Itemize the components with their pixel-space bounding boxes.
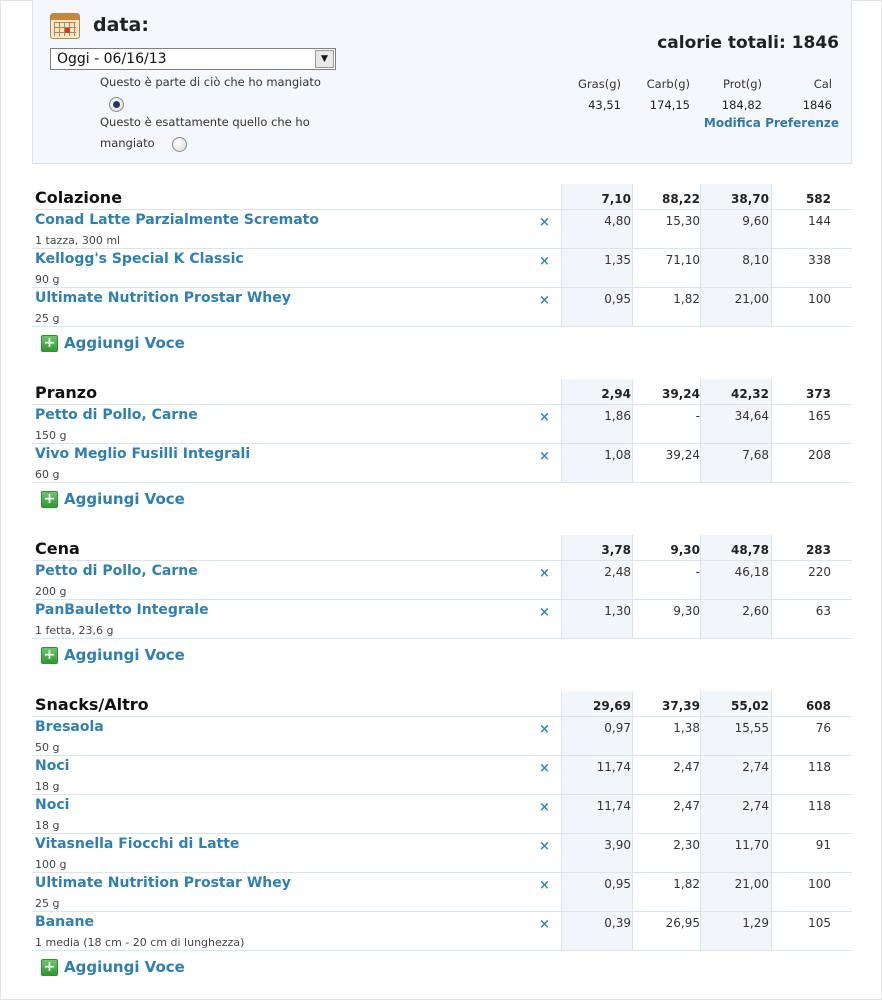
food-carb: 1,82 (673, 877, 700, 891)
food-cal: 76 (815, 721, 831, 735)
food-portion: 18 g (35, 819, 60, 832)
food-row (32, 561, 852, 600)
food-prot: 8,10 (742, 253, 769, 267)
date-select[interactable] (50, 48, 336, 70)
meal-total-cal: 582 (805, 192, 831, 206)
food-portion: 90 g (35, 273, 60, 286)
radio-exact[interactable] (172, 137, 187, 152)
meal-total-carb: 88,22 (662, 192, 700, 206)
food-name-link[interactable]: Ultimate Nutrition Prostar Whey (35, 875, 291, 891)
radio-part-label: Questo è parte di ciò che ho mangiato (100, 75, 321, 89)
food-prot: 2,74 (742, 760, 769, 774)
food-cal: 338 (808, 253, 831, 267)
food-row (32, 873, 852, 912)
food-gras: 0,95 (604, 877, 631, 891)
add-item-row (32, 639, 852, 676)
meal-total-gras: 7,10 (601, 192, 631, 206)
col-header-prot: Prot(g) (722, 77, 762, 91)
radio-exact-label-line1: Questo è esattamente quello che ho (100, 115, 310, 129)
food-row (32, 405, 852, 444)
total-cal: 1846 (802, 98, 832, 112)
food-diary-table (32, 184, 852, 988)
delete-icon[interactable]: × (539, 293, 550, 308)
food-cal: 105 (808, 916, 831, 930)
food-portion: 50 g (35, 741, 60, 754)
food-gras: 1,08 (604, 448, 631, 462)
plus-icon[interactable]: + (41, 959, 58, 976)
food-carb: 1,38 (673, 721, 700, 735)
food-name-link[interactable]: Petto di Pollo, Carne (35, 407, 198, 423)
food-name-link[interactable]: Banane (35, 914, 94, 930)
food-portion: 1 media (18 cm - 20 cm di lunghezza) (35, 936, 245, 949)
meal-total-gras: 3,78 (601, 543, 631, 557)
delete-icon[interactable]: × (539, 917, 550, 932)
food-portion: 1 tazza, 300 ml (35, 234, 121, 247)
food-cal: 63 (815, 604, 831, 618)
meal-spacer (32, 676, 852, 691)
meal-total-gras: 29,69 (593, 699, 631, 713)
meal-total-prot: 38,70 (731, 192, 769, 206)
meal-spacer (32, 364, 852, 379)
meal-total-cal: 608 (805, 699, 831, 713)
food-row (32, 249, 852, 288)
food-carb: 1,82 (673, 292, 700, 306)
date-label: data: (93, 14, 149, 36)
food-gras: 4,80 (604, 214, 631, 228)
plus-icon[interactable]: + (41, 647, 58, 664)
delete-icon[interactable]: × (539, 215, 550, 230)
food-prot: 21,00 (734, 877, 769, 891)
food-carb: 2,47 (673, 799, 700, 813)
total-carb: 174,15 (649, 98, 690, 112)
add-item-button[interactable]: Aggiungi Voce (64, 490, 185, 508)
food-row (32, 756, 852, 795)
food-gras: 11,74 (596, 760, 631, 774)
food-carb: 39,24 (665, 448, 700, 462)
meal-header (32, 184, 852, 210)
delete-icon[interactable]: × (539, 839, 550, 854)
meal-header (32, 535, 852, 561)
food-portion: 18 g (35, 780, 60, 793)
calorie-totali: calorie totali: 1846 (657, 33, 839, 53)
food-gras: 1,30 (604, 604, 631, 618)
meal-title: Pranzo (35, 383, 98, 402)
food-carb: 15,30 (665, 214, 700, 228)
food-carb: 26,95 (665, 916, 700, 930)
plus-icon[interactable]: + (41, 491, 58, 508)
delete-icon[interactable]: × (539, 722, 550, 737)
meal-title: Cena (35, 539, 80, 558)
meal-title: Snacks/Altro (35, 695, 149, 714)
food-row (32, 444, 852, 483)
food-name-link[interactable]: Noci (35, 797, 70, 813)
radio-exact-label-line2: mangiato (100, 136, 155, 150)
meal-total-cal: 283 (805, 543, 831, 557)
food-row (32, 795, 852, 834)
col-header-carb: Carb(g) (646, 77, 690, 91)
food-cal: 118 (808, 760, 831, 774)
meal-total-carb: 37,39 (662, 699, 700, 713)
date-select-value: Oggi - 06/16/13 (57, 51, 167, 67)
date-summary-panel (32, 0, 852, 164)
delete-icon[interactable]: × (539, 605, 550, 620)
modifica-preferenze-link[interactable]: Modifica Preferenze (703, 116, 839, 130)
add-item-row (32, 327, 852, 364)
food-name-link[interactable]: PanBauletto Integrale (35, 602, 209, 618)
food-portion: 25 g (35, 312, 60, 325)
food-gras: 1,86 (604, 409, 631, 423)
food-row (32, 912, 852, 951)
food-cal: 144 (808, 214, 831, 228)
meal-total-prot: 48,78 (731, 543, 769, 557)
delete-icon[interactable]: × (539, 761, 550, 776)
food-row (32, 600, 852, 639)
food-portion: 1 fetta, 23,6 g (35, 624, 114, 637)
food-gras: 1,35 (604, 253, 631, 267)
food-cal: 91 (815, 838, 831, 852)
meal-header (32, 691, 852, 717)
meal-total-carb: 9,30 (670, 543, 700, 557)
food-prot: 1,29 (742, 916, 769, 930)
total-gras: 43,51 (588, 98, 621, 112)
food-prot: 9,60 (742, 214, 769, 228)
delete-icon[interactable]: × (539, 878, 550, 893)
plus-icon[interactable]: + (41, 335, 58, 352)
food-name-link[interactable]: Bresaola (35, 719, 104, 735)
food-prot: 7,68 (742, 448, 769, 462)
delete-icon[interactable]: × (539, 254, 550, 269)
food-gras: 3,90 (604, 838, 631, 852)
food-carb: - (695, 565, 700, 579)
food-row (32, 288, 852, 327)
total-prot: 184,82 (721, 98, 762, 112)
food-carb: 71,10 (665, 253, 700, 267)
meal-total-carb: 39,24 (662, 387, 700, 401)
meal-total-gras: 2,94 (601, 387, 631, 401)
food-gras: 0,39 (604, 916, 631, 930)
col-header-gras: Gras(g) (578, 77, 621, 91)
food-prot: 46,18 (734, 565, 769, 579)
delete-icon[interactable]: × (539, 566, 550, 581)
food-carb: 2,47 (673, 760, 700, 774)
food-cal: 220 (808, 565, 831, 579)
food-prot: 34,64 (734, 409, 769, 423)
food-gras: 0,95 (604, 292, 631, 306)
food-gras: 0,97 (604, 721, 631, 735)
food-portion: 100 g (35, 858, 67, 871)
add-item-row (32, 951, 852, 988)
delete-icon[interactable]: × (539, 449, 550, 464)
food-cal: 118 (808, 799, 831, 813)
add-item-button[interactable]: Aggiungi Voce (64, 334, 185, 352)
add-item-button[interactable]: Aggiungi Voce (64, 646, 185, 664)
food-carb: 9,30 (673, 604, 700, 618)
food-row (32, 210, 852, 249)
food-prot: 2,60 (742, 604, 769, 618)
food-carb: - (695, 409, 700, 423)
food-portion: 200 g (35, 585, 67, 598)
food-portion: 25 g (35, 897, 60, 910)
food-gras: 2,48 (604, 565, 631, 579)
food-name-link[interactable]: Vitasnella Fiocchi di Latte (35, 836, 240, 852)
delete-icon[interactable]: × (539, 410, 550, 425)
meal-title: Colazione (35, 188, 123, 207)
food-gras: 11,74 (596, 799, 631, 813)
food-name-link[interactable]: Conad Latte Parzialmente Scremato (35, 212, 319, 228)
food-cal: 208 (808, 448, 831, 462)
food-carb: 2,30 (673, 838, 700, 852)
food-portion: 60 g (35, 468, 60, 481)
food-portion: 150 g (35, 429, 67, 442)
food-row (32, 717, 852, 756)
food-cal: 165 (808, 409, 831, 423)
delete-icon[interactable]: × (539, 800, 550, 815)
food-name-link[interactable]: Ultimate Nutrition Prostar Whey (35, 290, 291, 306)
food-row (32, 834, 852, 873)
radio-part[interactable] (109, 97, 124, 112)
col-header-cal: Cal (813, 77, 832, 91)
food-name-link[interactable]: Kellogg's Special K Classic (35, 251, 244, 267)
meal-header (32, 379, 852, 405)
food-cal: 100 (808, 292, 831, 306)
food-name-link[interactable]: Petto di Pollo, Carne (35, 563, 198, 579)
meal-spacer (32, 520, 852, 535)
food-cal: 100 (808, 877, 831, 891)
meal-total-prot: 42,32 (731, 387, 769, 401)
meal-total-cal: 373 (805, 387, 831, 401)
food-name-link[interactable]: Vivo Meglio Fusilli Integrali (35, 446, 251, 462)
food-prot: 11,70 (734, 838, 769, 852)
food-prot: 15,55 (734, 721, 769, 735)
food-name-link[interactable]: Noci (35, 758, 70, 774)
chevron-down-icon[interactable]: ▼ (315, 50, 334, 68)
food-prot: 21,00 (734, 292, 769, 306)
add-item-row (32, 483, 852, 520)
meal-total-prot: 55,02 (731, 699, 769, 713)
calendar-icon[interactable] (50, 13, 80, 39)
add-item-button[interactable]: Aggiungi Voce (64, 958, 185, 976)
food-prot: 2,74 (742, 799, 769, 813)
